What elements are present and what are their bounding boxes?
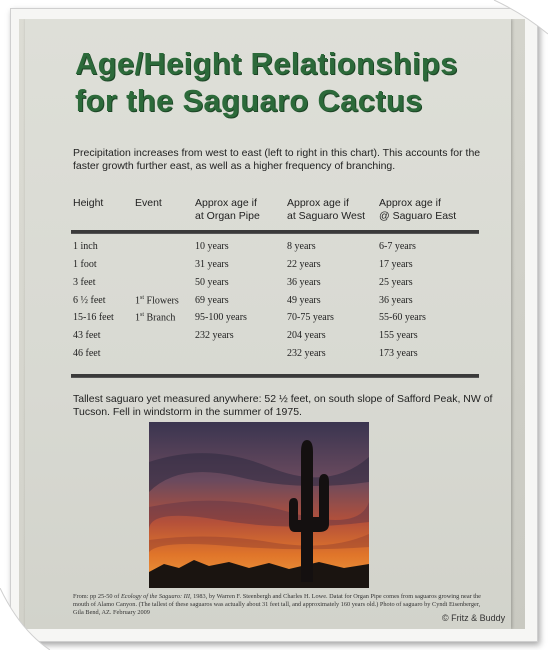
saguaro-sunset-illustration — [149, 422, 369, 588]
document-page — [25, 19, 511, 629]
intro-paragraph: Precipitation increases from west to east (left to right in this chart). This accounts for the faster growth further east, as well as a higher frequency of branching. — [73, 147, 481, 172]
cell-saguaro-west: 70-75 years — [287, 312, 334, 323]
cell-saguaro-west: 49 years — [287, 295, 321, 306]
cell-saguaro-east: 155 years — [379, 330, 418, 341]
cell-organ-pipe: 31 years — [195, 259, 229, 270]
cell-organ-pipe: 10 years — [195, 241, 229, 252]
table-row — [25, 348, 511, 364]
header-saguaro-east: Approx age if @ Saguaro East — [379, 197, 457, 222]
header-event: Event — [135, 197, 162, 209]
cell-saguaro-west: 204 years — [287, 330, 326, 341]
cell-organ-pipe: 232 years — [195, 330, 234, 341]
cell-height: 1 foot — [73, 259, 97, 270]
table-row — [25, 277, 511, 293]
cell-height: 3 feet — [73, 277, 96, 288]
cell-height: 6 ½ feet — [73, 295, 106, 306]
header-saguaro-west: Approx age if at Saguaro West — [287, 197, 366, 222]
table-row — [25, 330, 511, 346]
title-line-2: for the Saguaro Cactus — [75, 83, 423, 118]
header-organ-pipe: Approx age if at Organ Pipe — [195, 197, 260, 222]
photo-caption: From: pp 25-50 of Ecology of the Saguaro: III, 1983, by Warren F. Steenbergh and Charles H. Lowe. Datat for Organ Pipe comes from saguaros growing near the mouth of Alamo Canyon. (The tallest of these saguaros was actually about 31 feet tall, and approximately 160 years old.) Photo of saguaro by Cyndi Eisenberger, Gila Bend, AZ. February 2009 — [73, 593, 481, 617]
table-row — [25, 295, 511, 311]
page-title — [75, 45, 495, 119]
cell-height: 1 inch — [73, 241, 98, 252]
event-ordinal: 1 — [135, 295, 140, 307]
cell-saguaro-west: 36 years — [287, 277, 321, 288]
saguaro-sunset-photo — [149, 422, 369, 588]
cell-event — [135, 312, 175, 323]
photograph — [19, 19, 525, 629]
title-line-1: Age/Height Relationships — [75, 46, 458, 81]
cell-event — [135, 295, 179, 306]
cell-height: 43 feet — [73, 330, 101, 341]
page-curl-bottom-left — [0, 588, 50, 650]
event-ordinal-suffix: st — [140, 312, 145, 318]
event-label: Flowers — [144, 295, 179, 307]
table-top-rule — [71, 230, 479, 234]
cell-saguaro-west: 8 years — [287, 241, 316, 252]
tallest-saguaro-note: Tallest saguaro yet measured anywhere: 52 ½ feet, on south slope of Safford Peak, NW of Tucson. Fell in windstorm in the summer of 1975. — [73, 393, 493, 418]
table-bottom-rule — [71, 374, 479, 378]
table-row — [25, 259, 511, 275]
cell-saguaro-east: 36 years — [379, 295, 413, 306]
event-ordinal: 1 — [135, 312, 140, 324]
cell-saguaro-east: 6-7 years — [379, 241, 416, 252]
table-row — [25, 312, 511, 328]
cell-height: 46 feet — [73, 348, 101, 359]
cell-height: 15-16 feet — [73, 312, 114, 323]
cell-organ-pipe: 95-100 years — [195, 312, 247, 323]
cell-saguaro-west: 22 years — [287, 259, 321, 270]
cell-organ-pipe: 50 years — [195, 277, 229, 288]
watermark: © Fritz & Buddy — [442, 613, 506, 623]
cell-saguaro-east: 17 years — [379, 259, 413, 270]
header-height: Height — [73, 197, 104, 209]
book-title: Ecology of the Saguaro: III — [120, 593, 190, 600]
event-ordinal-suffix: st — [140, 295, 145, 301]
page-curl-top-right — [484, 0, 548, 40]
cell-saguaro-east: 173 years — [379, 348, 418, 359]
cell-saguaro-west: 232 years — [287, 348, 326, 359]
cell-saguaro-east: 55-60 years — [379, 312, 426, 323]
cell-saguaro-east: 25 years — [379, 277, 413, 288]
cell-organ-pipe: 69 years — [195, 295, 229, 306]
photo-frame — [10, 8, 538, 642]
table-row — [25, 241, 511, 257]
event-label: Branch — [144, 312, 176, 324]
